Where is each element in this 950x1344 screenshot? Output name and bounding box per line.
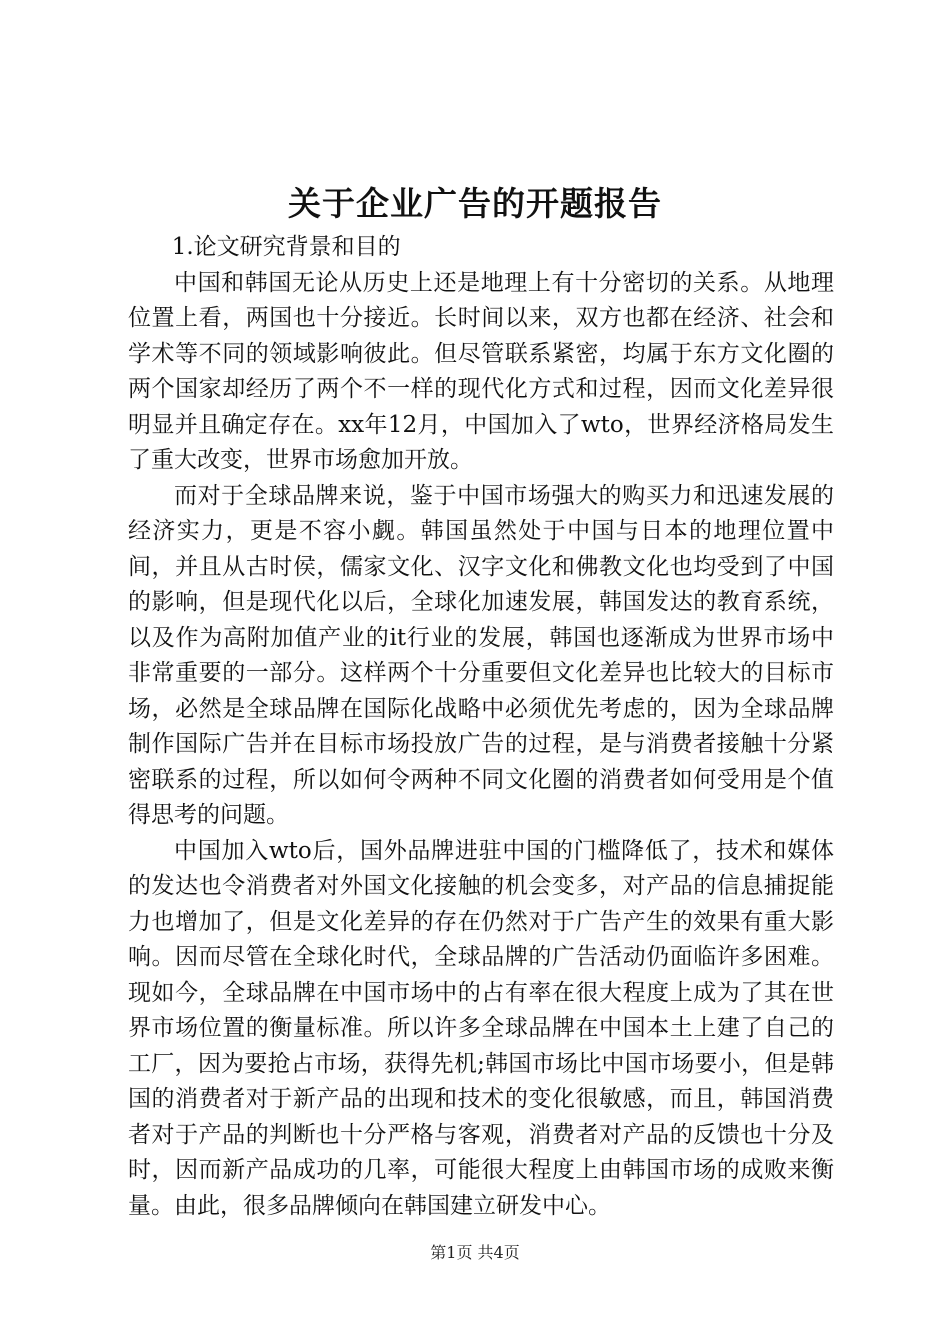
document-title: 关于企业广告的开题报告 bbox=[288, 184, 662, 223]
body-paragraph: 而对于全球品牌来说，鉴于中国市场强大的购买力和迅速发展的经济实力，更是不容小觑。韩国虽然处于中国与日本的地理位置中间，并且从古时侯，儒家文化、汉字文化和佛教文化也均受到了中国的影响，但是现代化以后，全球化加速发展，韩国发达的教育系统，以及作为高附加值产业的it行业的发展，韩国也逐渐成为世界市场中非常重要的一部分。这样两个十分重要但文化差异也比较大的目标市场，必然是全球品牌在国际化战略中必须优先考虑的，因为全球品牌制作国际广告并在目标市场投放广告的过程，是与消费者接触十分紧密联系的过程，所以如何令两种不同文化圈的消费者如何受用是个值得思考的问题。 bbox=[128, 482, 834, 828]
page-footer: 第1页 共4页 bbox=[430, 1243, 520, 1262]
body-paragraph: 中国加入wto后，国外品牌进驻中国的门槛降低了，技术和媒体的发达也令消费者对外国文化接触的机会变多，对产品的信息捕捉能力也增加了，但是文化差异的存在仍然对于广告产生的效果有重大影响。因而尽管在全球化时代，全球品牌的广告活动仍面临许多困难。现如今，全球品牌在中国市场中的占有率在很大程度上成为了其在世界市场位置的衡量标准。所以许多全球品牌在中国本土上建了自己的工厂，因为要抢占市场，获得先机;韩国市场比中国市场要小，但是韩国的消费者对于新产品的出现和技术的变化很敏感，而且，韩国消费者对于产品的判断也十分严格与客观，消费者对产品的反馈也十分及时，因而新产品成功的几率，可能很大程度上由韩国市场的成败来衡量。由此，很多品牌倾向在韩国建立研发中心。 bbox=[128, 837, 834, 1219]
body-paragraph: 中国和韩国无论从历史上还是地理上有十分密切的关系。从地理位置上看，两国也十分接近。长时间以来，双方也都在经济、社会和学术等不同的领域影响彼此。但尽管联系紧密，均属于东方文化圈的两个国家却经历了两个不一样的现代化方式和过程，因而文化差异很明显并且确定存在。xx年12月，中国加入了wto，世界经济格局发生了重大改变，世界市场愈加开放。 bbox=[128, 269, 834, 473]
section-heading: 1.论文研究背景和目的 bbox=[171, 234, 401, 260]
document-body bbox=[128, 230, 834, 1224]
